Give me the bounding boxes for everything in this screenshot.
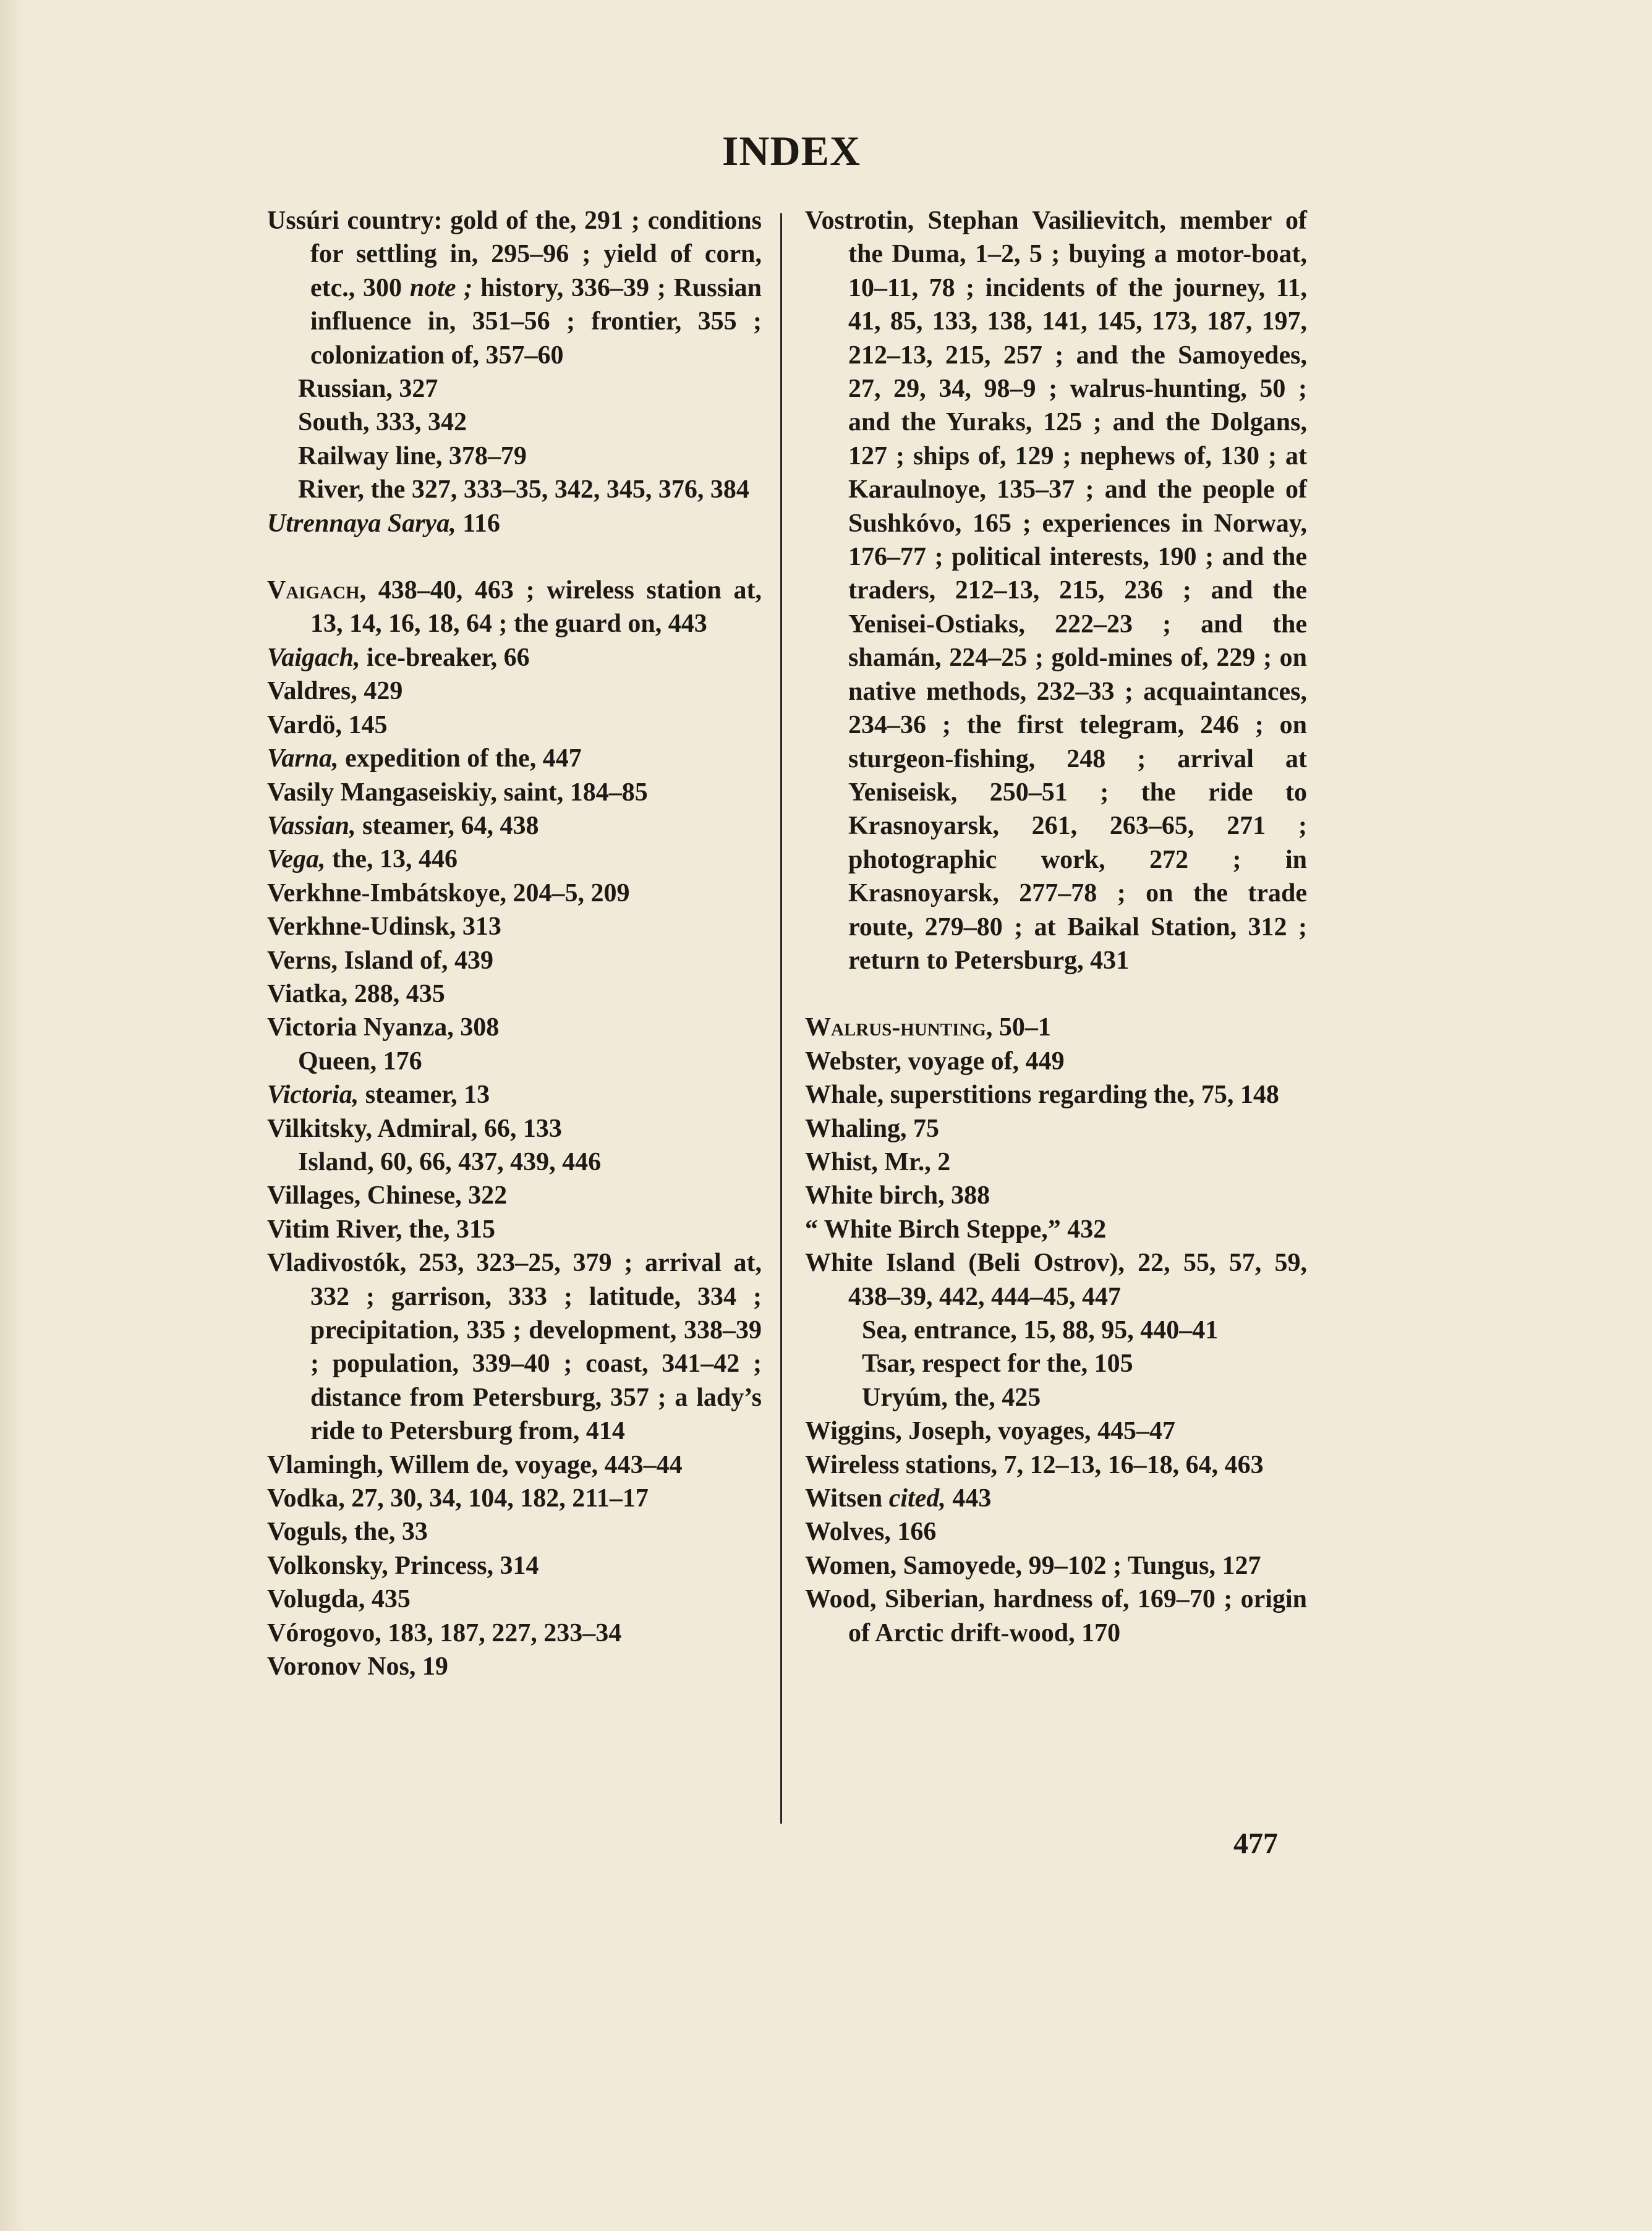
- entry-text: Verns, Island of, 439: [267, 946, 494, 975]
- entry-text: 116: [456, 509, 500, 538]
- index-entry: [267, 809, 762, 843]
- index-entry: [805, 1414, 1307, 1448]
- index-subentry: [267, 1145, 762, 1179]
- entry-text: Whale, superstitions regarding the, 75, 148: [805, 1081, 1279, 1110]
- entry-gap: [805, 977, 1307, 1011]
- entry-text: expedition of the, 447: [338, 744, 582, 773]
- entry-text: Vasily Mangaseiskiy, saint, 184–85: [267, 778, 648, 807]
- entry-text: Uryúm, the, 425: [862, 1383, 1041, 1412]
- index-entry: [267, 1617, 762, 1650]
- entry-text: Volkonsky, Princess, 314: [267, 1551, 539, 1580]
- entry-text: White birch, 388: [805, 1181, 990, 1210]
- index-entry: [267, 1482, 762, 1515]
- entry-text: Wolves, 166: [805, 1518, 937, 1547]
- index-entry: [805, 1515, 1307, 1549]
- entry-text: South, 333, 342: [298, 408, 467, 437]
- entry-text: 443: [945, 1484, 992, 1513]
- index-subentry: [267, 1045, 762, 1078]
- index-entry: [805, 1011, 1307, 1044]
- index-entry: [805, 204, 1307, 977]
- entry-text: Vardö, 145: [267, 710, 388, 739]
- index-entry: [267, 1179, 762, 1212]
- entry-text: Sea, entrance, 15, 88, 95, 440–41: [862, 1316, 1219, 1345]
- entry-text: , 438–40, 463 ; wireless station at, 13, 14, 16, 18, 64 ; the guard on, 443: [310, 576, 762, 639]
- index-entry: [805, 1179, 1307, 1212]
- entry-text: Villages, Chinese, 322: [267, 1181, 508, 1210]
- index-entry: [805, 1045, 1307, 1078]
- index-entry: [267, 641, 762, 674]
- index-subentry: [267, 406, 762, 439]
- index-subentry: [805, 1347, 1307, 1380]
- entry-text: steamer, 64, 438: [356, 811, 539, 840]
- entry-text: Utrennaya Sarya,: [267, 509, 456, 538]
- index-entry: [805, 1145, 1307, 1179]
- entry-text: Vostrotin, Stephan Vasilievitch, member of the Duma, 1–2, 5 ; buying a motor-boat, 10–11, 78 ; incidents of the journey, 11, 41, 85, 133, 138, 141, 145, 173, 187, 197, 212–13, 215, 257 ; and the Samoyedes, 27, 29, 34, 98–9 ; walrus-hunting, 50 ; and the Yuraks, 125 ; and the Dolgans, 127 ; ships of, 129 ; nephews of, 130 ; at Karaulnoye, 135–37 ; and the people of Sushkóvo, 165 ; experiences in Norway, 176–77 ; political interests, 190 ; and the traders, 212–13, 215, 236 ; and the Yenisei-Ostiaks, 222–23 ; and the shamán, 224–25 ; gold-mines of, 229 ; on native methods, 232–33 ; acquaintances, 234–36 ; the first telegram, 246 ; on sturgeon-fishing, 248 ; arrival at Yeniseisk, 250–51 ; the ride to Krasnoyarsk, 261, 263–65, 271 ; photographic work, 272 ; in Krasnoyarsk, 277–78 ; on the trade route, 279–80 ; at Baikal Station, 312 ; return to Petersburg, 431: [805, 206, 1307, 975]
- page-title: INDEX: [722, 127, 861, 174]
- index-entry: [267, 674, 762, 708]
- entry-text: Vassian,: [267, 811, 356, 840]
- index-entry: [267, 1011, 762, 1044]
- index-entry: [267, 843, 762, 876]
- entry-text: , 50–1: [986, 1013, 1051, 1042]
- entry-text: Vega,: [267, 845, 326, 874]
- index-entry: [267, 1549, 762, 1583]
- entry-text: Women, Samoyede, 99–102 ; Tungus, 127: [805, 1551, 1261, 1580]
- index-entry: [267, 204, 762, 372]
- left-column: [267, 204, 762, 1683]
- index-entry: [805, 1246, 1307, 1314]
- entry-text: Vodka, 27, 30, 34, 104, 182, 211–17: [267, 1484, 649, 1513]
- index-subentry: [267, 440, 762, 473]
- entry-text: Verkhne-Imbátskoye, 204–5, 209: [267, 878, 630, 907]
- index-entry: [267, 1112, 762, 1145]
- entry-text: Vilkitsky, Admiral, 66, 133: [267, 1114, 562, 1143]
- entry-gap: [267, 540, 762, 574]
- entry-text: Victoria,: [267, 1081, 359, 1110]
- index-entry: [267, 1213, 762, 1246]
- entry-text: steamer, 13: [359, 1081, 490, 1110]
- entry-text: Voguls, the, 33: [267, 1518, 428, 1547]
- index-subentry: [267, 372, 762, 406]
- entry-text: Whist, Mr., 2: [805, 1147, 951, 1176]
- entry-text: River, the 327, 333–35, 342, 345, 376, 384: [298, 475, 749, 504]
- index-entry: [267, 1583, 762, 1616]
- index-entry: [267, 1448, 762, 1482]
- index-entry: [267, 910, 762, 943]
- index-entry: [267, 776, 762, 809]
- index-subentry: [805, 1381, 1307, 1414]
- index-entry: [805, 1213, 1307, 1246]
- entry-text: Russian, 327: [298, 375, 438, 404]
- entry-text: Vórogovo, 183, 187, 227, 233–34: [267, 1618, 622, 1647]
- entry-text: the, 13, 446: [325, 845, 458, 874]
- entry-text: Walrus-hunting: [805, 1013, 986, 1042]
- entry-text: Island, 60, 66, 437, 439, 446: [298, 1147, 602, 1176]
- entry-text: history, 336–39 ; Russian influence in, 351–56 ; frontier, 355 ; colonization of, 357–60: [310, 273, 762, 370]
- index-entry: [267, 944, 762, 977]
- index-entry: [267, 742, 762, 775]
- entry-text: Vaigach,: [267, 643, 360, 672]
- entry-text: Vladivostók, 253, 323–25, 379 ; arrival at, 332 ; garrison, 333 ; latitude, 334 ; precipitation, 335 ; development, 338–39 ; population, 339–40 ; coast, 341–42 ; distance from Petersburg, 357 ; a lady’s ride to Petersburg from, 414: [267, 1249, 762, 1446]
- index-entry: [805, 1482, 1307, 1515]
- entry-text: Volugda, 435: [267, 1585, 411, 1614]
- entry-text: Ussúri country: gold of the, 291 ; conditions for settling in, 295–96 ; yield of corn, etc., 300: [267, 206, 762, 302]
- entry-text: Whaling, 75: [805, 1114, 940, 1143]
- index-entry: [805, 1583, 1307, 1650]
- entry-text: Verkhne-Udinsk, 313: [267, 912, 501, 941]
- entry-text: cited,: [888, 1484, 946, 1513]
- index-subentry: [805, 1314, 1307, 1347]
- page-number: 477: [1233, 1827, 1278, 1860]
- entry-text: Viatka, 288, 435: [267, 979, 445, 1008]
- index-entry: [267, 507, 762, 540]
- entry-text: Webster, voyage of, 449: [805, 1047, 1065, 1076]
- index-entry: [267, 977, 762, 1011]
- entry-text: Queen, 176: [298, 1047, 422, 1076]
- entry-text: ice-breaker, 66: [360, 643, 530, 672]
- column-divider: [780, 213, 782, 1824]
- entry-text: Victoria Nyanza, 308: [267, 1013, 500, 1042]
- entry-text: Wiggins, Joseph, voyages, 445–47: [805, 1417, 1175, 1446]
- page-edge: [0, 0, 25, 2231]
- index-entry: [267, 1515, 762, 1549]
- entry-text: Wireless stations, 7, 12–13, 16–18, 64, 463: [805, 1450, 1264, 1479]
- index-entry: [805, 1078, 1307, 1111]
- entry-text: Wood, Siberian, hardness of, 169–70 ; origin of Arctic drift-wood, 170: [805, 1585, 1307, 1647]
- entry-text: Vaigach: [267, 576, 360, 605]
- index-entry: [805, 1448, 1307, 1482]
- entry-text: Tsar, respect for the, 105: [862, 1349, 1133, 1379]
- entry-text: Witsen: [805, 1484, 889, 1513]
- entry-text: Railway line, 378–79: [298, 441, 527, 470]
- index-subentry: [267, 473, 762, 506]
- entry-text: Vlamingh, Willem de, voyage, 443–44: [267, 1450, 683, 1479]
- index-entry: [267, 708, 762, 742]
- entry-text: Voronov Nos, 19: [267, 1652, 448, 1681]
- entry-text: note ;: [409, 273, 473, 302]
- entry-text: Valdres, 429: [267, 677, 403, 706]
- index-entry: [267, 1078, 762, 1111]
- index-entry: [805, 1549, 1307, 1583]
- index-entry: [267, 574, 762, 641]
- right-column: [805, 204, 1307, 1650]
- entry-text: White Island (Beli Ostrov), 22, 55, 57, 59, 438–39, 442, 444–45, 447: [805, 1249, 1307, 1311]
- entry-text: “ White Birch Steppe,” 432: [805, 1215, 1107, 1244]
- entry-text: Varna,: [267, 744, 339, 773]
- entry-text: Vitim River, the, 315: [267, 1215, 495, 1244]
- index-entry: [267, 1246, 762, 1448]
- index-entry: [267, 877, 762, 910]
- index-entry: [805, 1112, 1307, 1145]
- index-entry: [267, 1650, 762, 1683]
